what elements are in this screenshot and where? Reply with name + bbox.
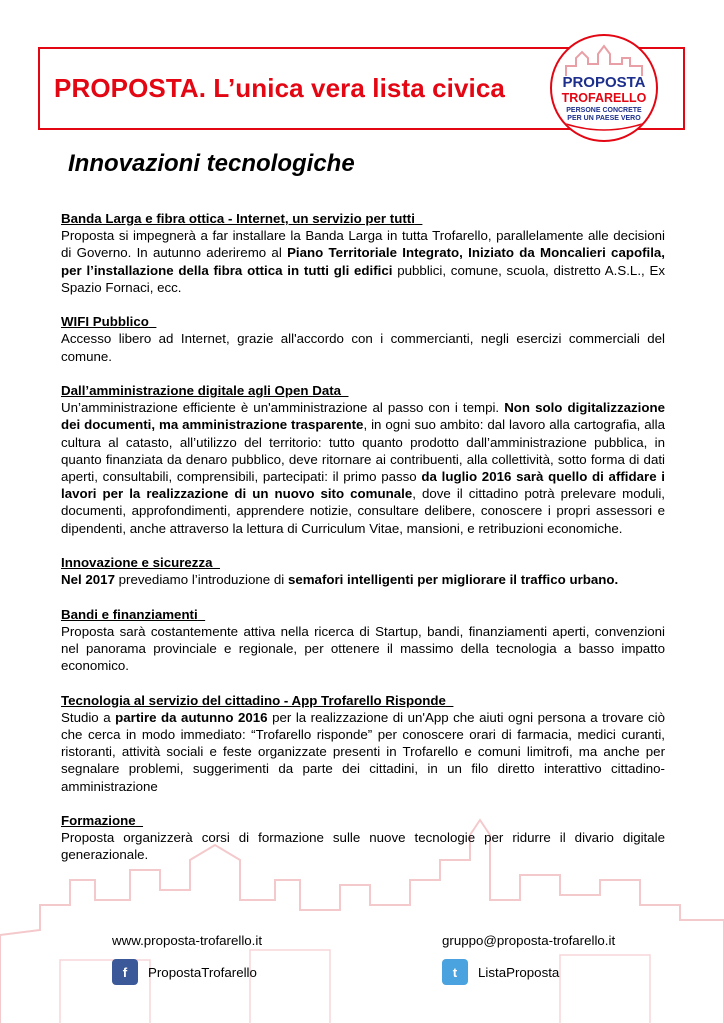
body-text: , dove il cittadino potrà prelevare moduli, documenti, approfondimenti, apprendere notizie, consultare delibere, conoscere i propri assessori e dipendenti, anche attraverso la lettura di Curriculum Vitae, mansioni, e retribuzioni economiche. xyxy=(61,486,665,536)
email-link[interactable]: gruppo@proposta-trofarello.it xyxy=(442,933,616,948)
page-title: Innovazioni tecnologiche xyxy=(68,150,355,177)
bold-text: Nel 2017 xyxy=(61,572,115,588)
body-text: prevediamo l’introduzione di xyxy=(114,572,288,588)
bold-text: Non solo digitalizzazione dei documenti, ma amministrazione trasparente xyxy=(61,400,665,433)
section xyxy=(61,210,665,296)
section-heading: Dall’amministrazione digitale agli Open Data xyxy=(61,383,342,398)
twitter-label: ListaProposta xyxy=(478,964,560,980)
logo-text-trofarello: TROFARELLO xyxy=(561,91,647,105)
section-body xyxy=(61,709,665,795)
section xyxy=(61,313,665,365)
section-body xyxy=(61,330,665,364)
body-text: per la realizzazione di un'App che aiuti ogni persona a trovare ciò che cerca in modo immediato: “Trofarello risponde” per conoscere orari di farmacia, medici curanti, ristoranti, attività sociali e feste organizzate presenti in Trofarello e comuni limitrofi, ma anche per segnalare problemi, suggerimenti da parte dei cittadini, in un filo diretto interattivo cittadino-amministrazione xyxy=(61,709,665,794)
body-text: Studio a xyxy=(61,709,116,725)
body-text: Proposta si impegnerà a far installare la Banda Larga in tutta Trofarello, parallelamente alle decisioni di Governo. In autunno aderiremo al xyxy=(61,228,665,261)
body-text: Proposta sarà costantemente attiva nella ricerca di Startup, bandi, finanziamenti aperti, convenzioni nel panorama provinciale e regionale, per ottenere il massimo della tecnologia a basso impatto economico. xyxy=(61,623,665,674)
body-text: , in ogni suo ambito: dal lavoro alla cartografia, alla cultura al catasto, all’utilizzo del territorio: tutto quanto prodotto dall’amministrazione pubblica, in quanto finanziata da denaro pubblico, deve ritornare ai contribuenti, alla collettività, sotto forma di dati aperti, consultabili, comprensibili, partecipati: il primo passo xyxy=(61,417,665,485)
section-body xyxy=(61,399,665,537)
bold-text: partire da autunno 2016 xyxy=(115,709,268,725)
facebook-label: PropostaTrofarello xyxy=(148,964,257,980)
section-heading: WIFI Pubblico xyxy=(61,314,149,330)
document-body xyxy=(61,210,665,881)
bold-text: semafori intelligenti per migliorare il traffico urbano. xyxy=(287,572,619,588)
bold-text: Piano Territoriale Integrato, Iniziato da Moncalieri capofila, per l’installazione della fibra ottica in tutti gli edifici xyxy=(61,245,665,278)
body-text: Un’amministrazione efficiente è un'amministrazione al passo con i tempi. xyxy=(61,400,505,416)
section-body xyxy=(61,829,665,863)
section-heading: Formazione xyxy=(61,813,136,829)
section xyxy=(61,382,665,537)
twitter-icon: t xyxy=(442,959,468,985)
facebook-link[interactable] xyxy=(112,959,257,985)
logo-text-proposta: PROPOSTA xyxy=(562,74,646,91)
section xyxy=(61,554,665,588)
section xyxy=(61,606,665,675)
website-link[interactable]: www.proposta-trofarello.it xyxy=(112,933,263,948)
bold-text: da luglio 2016 sarà quello di affidare i lavori per la realizzazione di un nuovo sito comunale xyxy=(61,469,666,502)
twitter-link[interactable] xyxy=(442,959,559,985)
proposta-logo xyxy=(550,34,658,142)
section-heading: Bandi e finanziamenti xyxy=(61,606,198,622)
section-heading: Banda Larga e fibra ottica - Internet, un servizio per tutti xyxy=(61,211,415,226)
section-body xyxy=(61,227,665,296)
facebook-icon: f xyxy=(112,959,138,985)
header-title: PROPOSTA. L’unica vera lista civica xyxy=(54,73,505,103)
section xyxy=(61,692,665,795)
body-text: Accesso libero ad Internet, grazie all'accordo con i commercianti, negli esercizi commerciali del comune. xyxy=(61,331,665,364)
section xyxy=(61,812,665,864)
body-text: pubblici, comune, scuola, distretto A.S.L., Ex Spazio Fornaci, ecc. xyxy=(61,262,665,295)
body-text: Proposta organizzerà corsi di formazione sulle nuove tecnologie per ridurre il divario digitale generazionale. xyxy=(61,830,665,863)
section-body xyxy=(61,571,665,588)
section-heading: Innovazione e sicurezza xyxy=(61,555,213,571)
section-body xyxy=(61,623,665,675)
logo-text-slogan: PERSONE CONCRETE PER UN PAESE VERO xyxy=(566,107,642,122)
section-heading: Tecnologia al servizio del cittadino - App Trofarello Risponde xyxy=(61,692,446,708)
